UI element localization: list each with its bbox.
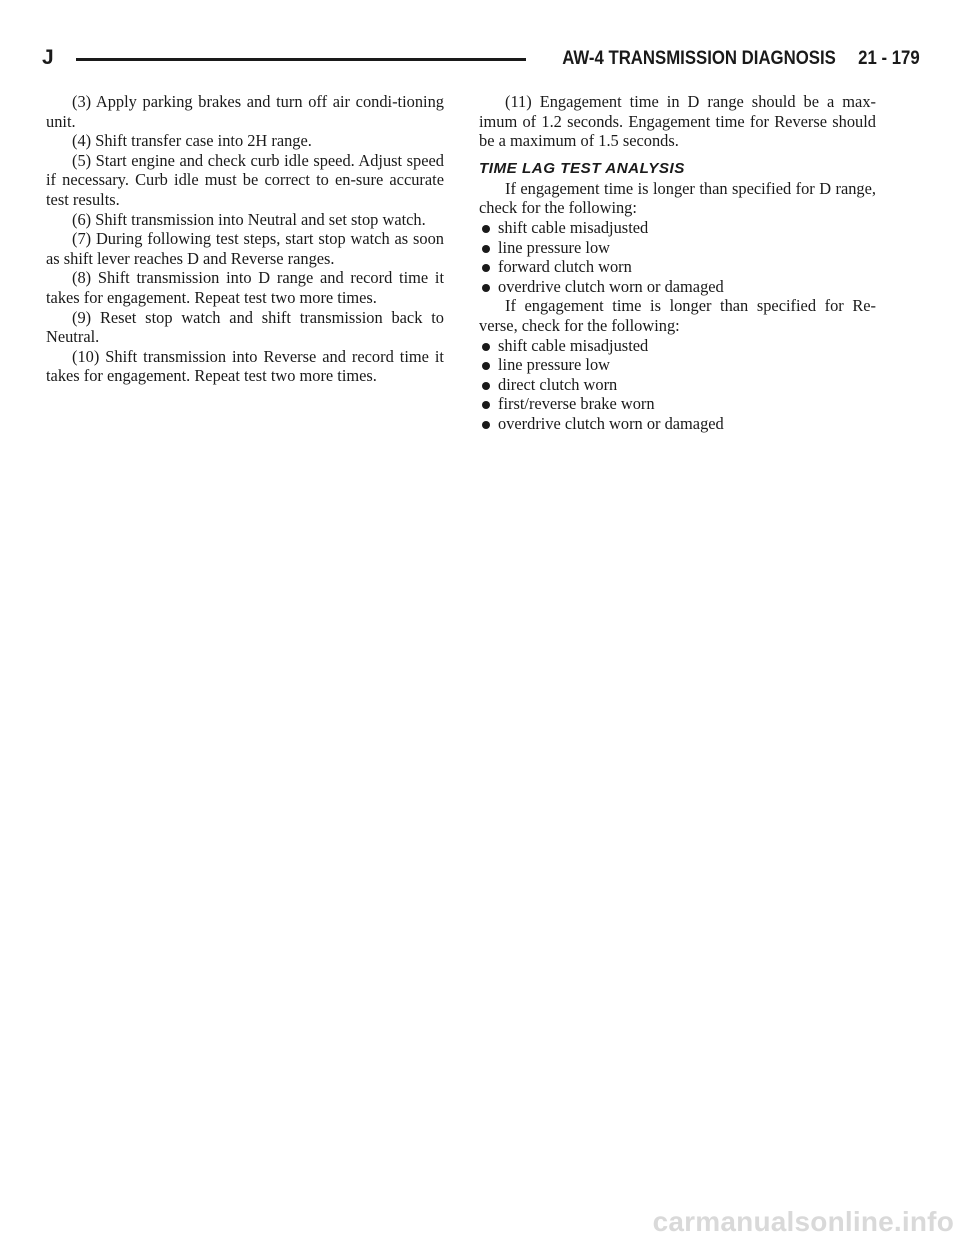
bullet-icon [482,284,490,292]
step-8-paragraph: (8) Shift transmission into D range and record time it takes for engagement. Repeat test two more times. [46,268,444,307]
reverse-intro: If engagement time is longer than specified for Re-verse, check for the following: [479,296,876,335]
list-item [479,394,876,414]
list-item [479,414,876,434]
d-range-intro: If engagement time is longer than specified for D range, check for the following: [479,178,876,218]
page-header [42,44,920,72]
page-number: 21 - 179 [858,47,920,69]
list-item [479,238,876,258]
step-9-paragraph: (9) Reset stop watch and shift transmission back to Neutral. [46,307,444,347]
list-item-text: shift cable misadjusted [498,217,649,237]
watermark: carmanualsonline.info [652,1206,954,1237]
list-item-text: line pressure low [498,237,610,257]
list-item-text: forward clutch worn [498,257,632,277]
step-10-paragraph: (10) Shift transmission into Reverse and record time it takes for engagement. Repeat test two more times. [46,346,444,386]
list-item-text: line pressure low [498,355,610,375]
step-4-paragraph: (4) Shift transfer case into 2H range. [72,131,312,151]
bullet-icon [482,362,490,370]
bullet-icon [482,245,490,253]
list-item [479,375,876,395]
list-item [479,277,876,297]
section-letter: J [42,46,54,69]
list-item-text: direct clutch worn [498,374,618,394]
d-range-checklist [479,218,876,296]
bullet-icon [482,421,490,429]
step-5-paragraph: (5) Start engine and check curb idle speed. Adjust speed if necessary. Curb idle must be correct to en-sure accurate test results. [46,150,444,209]
step-7-paragraph: (7) During following test steps, start stop watch as soon as shift lever reaches D and Reverse ranges. [46,229,444,268]
step-3-paragraph: (3) Apply parking brakes and turn off air condi-tioning unit. [46,92,444,131]
list-item [479,218,876,238]
list-item [479,257,876,277]
bullet-icon [482,401,490,409]
bullet-icon [482,382,490,390]
bullet-icon [482,225,490,233]
section-heading: TIME LAG TEST ANALYSIS [479,159,685,177]
list-item-text: shift cable misadjusted [498,335,649,355]
bullet-icon [482,264,490,272]
step-11-paragraph: (11) Engagement time in D range should be a max-imum of 1.2 seconds. Engagement time for Reverse should be a maximum of 1.5 seconds. [479,92,876,151]
bullet-icon [482,343,490,351]
list-item [479,336,876,356]
list-item [479,355,876,375]
page-title: AW-4 TRANSMISSION DIAGNOSIS [562,47,837,69]
list-item-text: overdrive clutch worn or damaged [498,413,724,433]
reverse-checklist [479,336,876,434]
left-column [46,92,444,386]
step-6-paragraph: (6) Shift transmission into Neutral and set stop watch. [72,209,426,229]
list-item-text: overdrive clutch worn or damaged [498,276,724,296]
header-rule [76,58,526,61]
header-title-block [562,44,920,72]
right-column [479,92,876,434]
list-item-text: first/reverse brake worn [498,394,655,414]
